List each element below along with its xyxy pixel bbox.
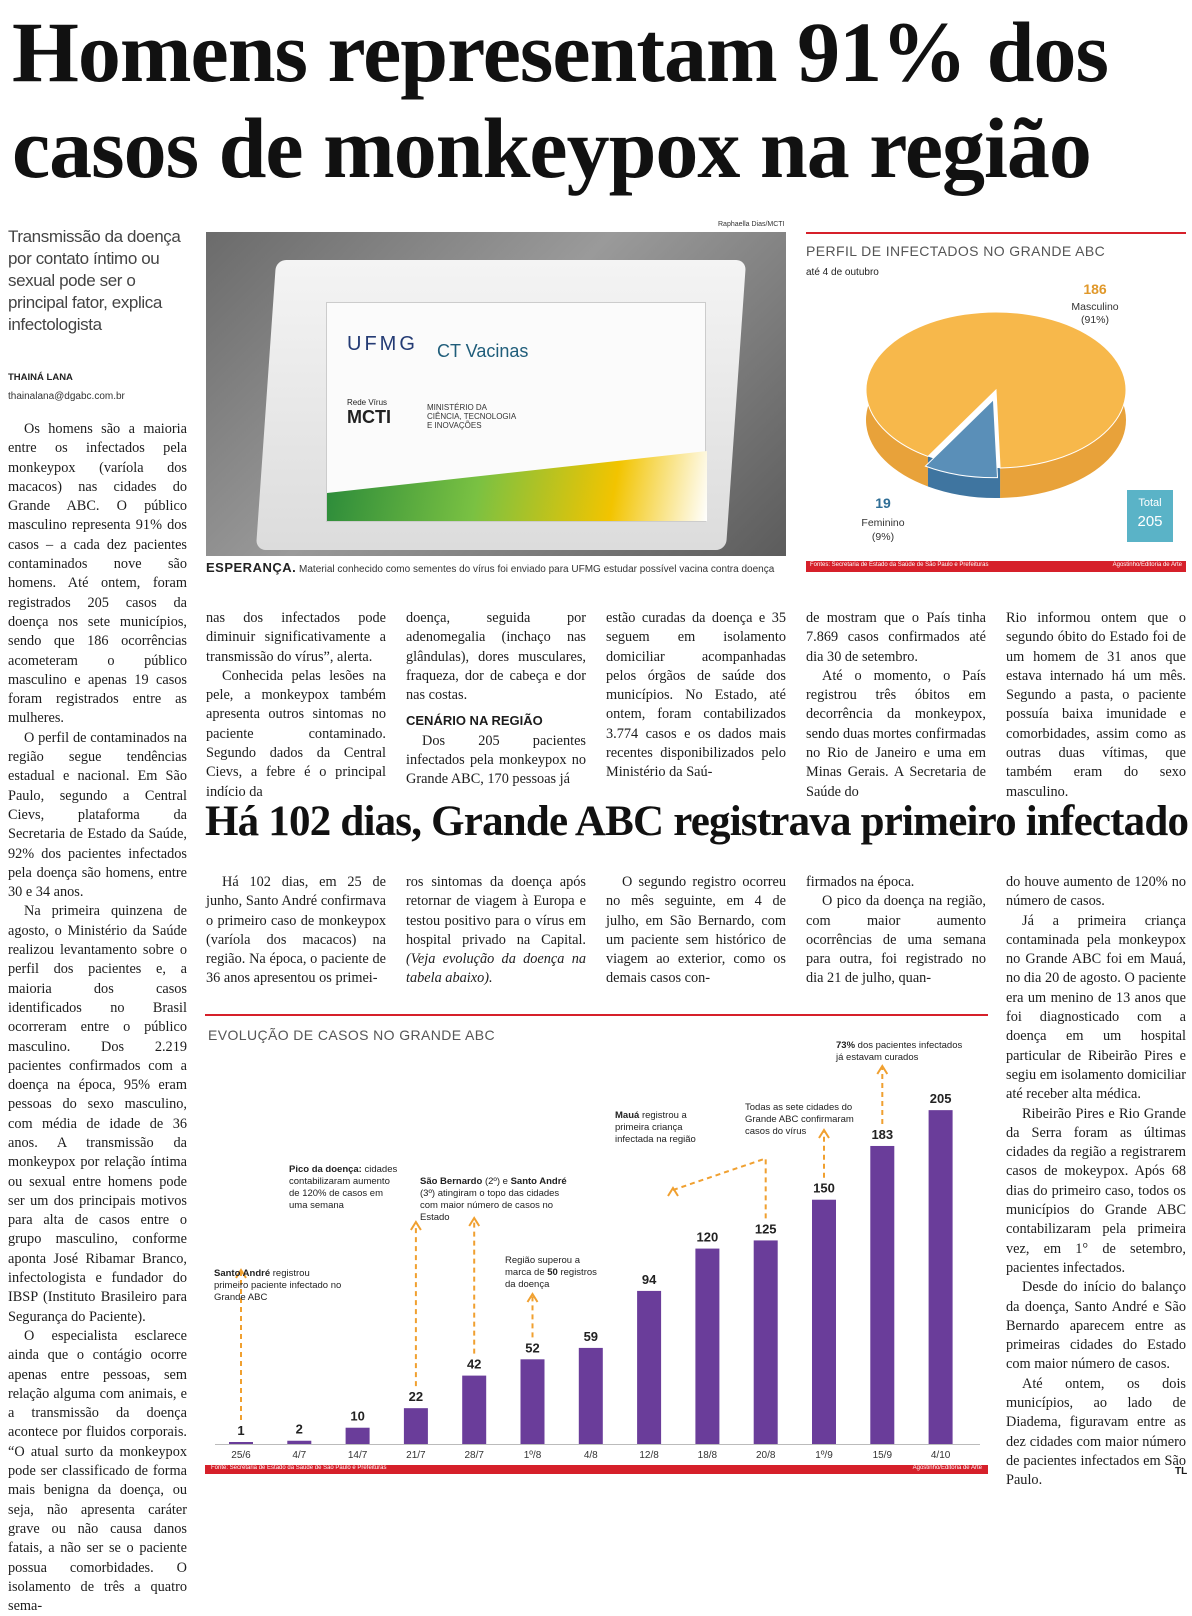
pie-source: Fontes: Secretaria de Estado da Saúde de São Paulo e Prefeituras: [810, 562, 989, 568]
ct-vacinas-logo: CT Vacinas: [437, 341, 529, 361]
annotation-bold: 73%: [836, 1040, 856, 1051]
bar: [404, 1408, 428, 1444]
annotation-sao-bernardo: [420, 1176, 570, 1224]
column-4: [606, 609, 786, 779]
arrow-head: [877, 1066, 887, 1074]
annotation-bold: Pico da doença:: [289, 1164, 362, 1175]
annotation-maua: [615, 1110, 715, 1146]
paragraph: Desde do início do balanço da doença, Santo André e São Bernardo aparecem entre as primeiras cidades do Estado com maior número de casos.: [1006, 1279, 1186, 1373]
bar: [812, 1200, 836, 1444]
bar-category-label: 12/8: [639, 1450, 659, 1461]
bar-source: Fonte: Secretaria de Estado da Saúde de São Paulo e Prefeituras: [211, 1465, 387, 1471]
headline-line-1: Homens representam 91% dos: [12, 4, 1108, 100]
paragraph: Rio informou ontem que o segundo óbito do Estado foi de um homem de 31 anos que estava internado há um mês. Segundo a pasta, o paciente possuía baixa imunidade e comorbidades, assim como as outras duas vítimas, que também eram do sexo masculino.: [1006, 610, 1186, 800]
bar-chart-title: EVOLUÇÃO DE CASOS NO GRANDE ABC: [208, 1027, 496, 1043]
paragraph: Conhecida pelas lesões na pele, a monkeypox também apresenta outros sintomas no paciente contaminado. Segundo dados da Central Cievs, a febre é o principal indício da: [206, 667, 386, 800]
bar: [637, 1291, 661, 1444]
headline-line-2: casos de monkeypox na região: [12, 100, 1091, 196]
column-2: [206, 609, 386, 800]
author: THAINÁ LANA: [8, 372, 73, 383]
bar-category-label: 4/7: [292, 1450, 307, 1461]
bar-category-label: 4/8: [583, 1450, 598, 1461]
pie-value-masculino: 186: [1083, 281, 1107, 297]
bar-value-label: 120: [696, 1229, 719, 1245]
paragraph: O especialista esclarece ainda que o contágio ocorre apenas entre pessoas, sem relação alguma com animais, e a transmissão da doença acontece por fluidos corporais. “O atual surto da monkeypox pode ser classificado de forma mais benigna da doença, ou seja, não apresenta caráter grave ou não causa danos fatais, a não ser se o paciente possua comorbidades. O isolamento de três a quatro sema-: [8, 1327, 187, 1615]
bar-source-bar: [205, 1465, 988, 1474]
bar-category-label: 15/9: [872, 1450, 893, 1461]
bar-category-label: 14/7: [347, 1450, 368, 1461]
bar-value-label: 42: [466, 1356, 482, 1372]
caption-head: ESPERANÇA.: [206, 560, 297, 575]
paragraph: [406, 873, 586, 989]
paragraph: Na primeira quinzena de agosto, o Ministério da Saúde realizou levantamento sobre o perfil dos pacientes e, a maioria dos casos identificados no Brasil ocorreram entre o público masculino. Dos 2.219 pacientes confirmados com a doença na época, 95% eram pessoas do sexo masculino, com média de idade de 36 anos. A transmissão da monkeypox por relação íntima ou sexual entre homens pode ser um dos principais motivos para alta de casos entre o grupo masculino, conforme aponta José Ribamar Branco, infectologista e fundador do IBSP (Instituto Brasileiro para Segurança do Paciente).: [8, 903, 187, 1325]
bar-value-label: 10: [350, 1408, 365, 1424]
annotation-pico: [289, 1164, 401, 1212]
pie-top-rule: [806, 232, 1186, 234]
annotation-text: (2º) e: [484, 1176, 508, 1187]
annotation-text: registrou a primeira criança infectada na região: [615, 1110, 696, 1145]
bar: [870, 1146, 894, 1444]
headline: [12, 4, 1182, 196]
annotation-santo-andre: [214, 1268, 344, 1304]
bar-category-label: 20/8: [755, 1450, 776, 1461]
bar-value-label: 150: [813, 1180, 835, 1196]
bar-value-label: 205: [929, 1091, 952, 1107]
annotation-bold: Santo André: [214, 1268, 271, 1279]
annotation-text: cidades contabilizaram aumento de 120% de casos em uma semana: [289, 1164, 398, 1211]
author-email[interactable]: thainalana@dgabc.com.br: [8, 391, 125, 402]
annotation-text: registros da doença: [505, 1267, 597, 1290]
column-5: [806, 609, 986, 800]
paragraph: doença, seguida por adenomegalia (inchaço nas glândulas), dores musculares, fraqueza, dor de cabeça e dor nas costas.: [406, 610, 586, 704]
paragraph: Já a primeira criança contaminada pela monkeypox no Grande ABC foi em Mauá, no dia 20 de agosto. O paciente era um menino de 13 anos que foi diagnosticado com a doença em um hospital particular de Ribeirão Pires e segiu em isolamento domiciliar até receber alta médica.: [1006, 912, 1186, 1103]
pie-credit: Agostinho/Editoria de Arte: [1112, 562, 1182, 568]
paragraph: estão curadas da doença e 35 seguem em isolamento domiciliar acompanhadas pelos órgãos de saúde dos municípios. No Estado, até ontem, foram contabilizados 3.774 casos e os dados mais recentes disponibilizados pelo Ministério da Saú-: [606, 610, 786, 781]
color-stripe: [327, 451, 707, 521]
bar-value-label: 1: [237, 1423, 245, 1438]
annotation-text: registrou primeiro paciente infectado no Grande ABC: [214, 1268, 342, 1303]
deck: Transmissão da doença por contato íntimo ou sexual pode ser o principal fator, explica infectologista: [8, 227, 181, 334]
rede-virus-label: Rede Vírus: [347, 398, 388, 407]
annotation-bold: 50: [547, 1267, 558, 1278]
pie-chart: [806, 280, 1186, 560]
annotation-bold: Mauá: [615, 1110, 640, 1121]
paragraph: Até o momento, o País registrou três óbitos em decorrência da monkeypox, sendo duas mortes confirmadas no Rio de Janeiro e uma em Minas Gerais. A Secretaria de Saúde do: [806, 667, 986, 800]
paragraph: O pico da doença na região, com maior aumento ocorrências de uma semana para outra, foi registrado no dia 21 de julho, quan-: [806, 893, 986, 987]
bar: [695, 1249, 719, 1444]
annotation-text: dos pacientes infectados já estavam curados: [836, 1040, 963, 1063]
bar-value-label: 2: [295, 1421, 303, 1437]
pie-source-bar: [806, 561, 1186, 572]
annotation-bold: Santo André: [510, 1176, 567, 1187]
column-6: [1006, 609, 1186, 800]
story2-column-c: [606, 873, 786, 1003]
page-tag: TL: [1175, 1466, 1188, 1477]
bar-credit: Agostinho/Editoria de Arte: [912, 1465, 982, 1471]
bar-chart: [205, 1040, 988, 1465]
paragraph: do houve aumento de 120% no número de casos.: [1006, 874, 1186, 910]
paragraph: O perfil de contaminados na região segue tendências estadual e nacional. Em São Paulo, segundo a Central Cievs, plataforma da Secretaria de Estado da Saúde, 92% dos pacientes infectados pela doença são homens, entre 30 e 34 anos.: [8, 729, 187, 901]
bar: [287, 1441, 311, 1444]
story2-b-text: ros sintomas da doença após retornar de viagem à Europa e testou positivo para o vírus em hospital privado na Capital.: [406, 874, 586, 948]
total-label: Total: [1138, 497, 1162, 509]
box-label: [326, 302, 706, 522]
pie-pct-masculino: (91%): [1080, 314, 1110, 326]
pie-value-feminino: 19: [875, 495, 891, 511]
pie-label-feminino: Feminino: [861, 517, 905, 529]
annotation-bold: São Bernardo: [420, 1176, 483, 1187]
column-3: [406, 609, 586, 788]
column-1: [8, 420, 187, 1615]
bar: [754, 1240, 778, 1444]
pie-chart-title: PERFIL DE INFECTADOS NO GRANDE ABC: [806, 243, 1106, 259]
bar-category-label: 1º/9: [815, 1450, 833, 1461]
paragraph: Há 102 dias, em 25 de junho, Santo André confirmava o primeiro caso de monkeypox (varíola dos macacos) na região. Na época, o paciente de 36 anos apresentou os primei-: [206, 874, 386, 987]
story2-b-italic: (Veja evolução da doença na tabela abaixo).: [406, 951, 586, 987]
bar-category-label: 1º/8: [523, 1450, 542, 1461]
bar-category-label: 4/10: [930, 1450, 951, 1461]
ufmg-logo: UFMG: [347, 333, 418, 355]
story2-column-b: [406, 873, 586, 1003]
bar: [462, 1376, 486, 1444]
bar: [346, 1428, 370, 1444]
annotation-text: Todas as sete cidades do Grande ABC confirmaram casos do vírus: [745, 1102, 854, 1137]
annotation-text: (3º) atingiram o topo das cidades com maior número de casos no Estado: [420, 1188, 560, 1223]
paragraph: de mostram que o País tinha 7.869 casos confirmados até dia 30 de setembro.: [806, 610, 986, 665]
photo-credit: Raphaella Dias/MCTI: [718, 221, 785, 228]
annotation-73-curados: [836, 1040, 966, 1064]
mcti-label: MCTI: [347, 407, 391, 427]
paragraph: Dos 205 pacientes infectados pela monkeypox no Grande ABC, 170 pessoas já: [406, 732, 586, 788]
story2-column-a: [206, 873, 386, 1003]
caption-text: Material conhecido como sementes do vírus foi enviado para UFMG estudar possível vacina contra doença: [299, 564, 775, 575]
bar: [579, 1348, 603, 1444]
bar-category-label: 21/7: [406, 1450, 426, 1461]
pie-label-masculino: Masculino: [1071, 301, 1119, 313]
bar-value-label: 125: [754, 1221, 777, 1237]
headline-2: Há 102 dias, Grande ABC registrava primeiro infectado: [205, 798, 1189, 845]
bar-category-label: 25/6: [231, 1450, 251, 1461]
bar-value-label: 52: [525, 1340, 540, 1356]
paragraph: Até ontem, os dois municípios, ao lado de Diadema, figuravam entre as dez cidades com maior número de pacientes infectados em São Paulo.: [1006, 1375, 1186, 1489]
annotation-50-registros: [505, 1255, 597, 1291]
bar-top-rule: [205, 1014, 988, 1016]
photo: [206, 232, 786, 556]
bar-category-label: 18/8: [697, 1450, 718, 1461]
annotation-sete-cidades: [745, 1102, 855, 1138]
photo-caption: [206, 560, 791, 575]
paragraph: nas dos infectados pode diminuir significativamente a transmissão do vírus”, alerta.: [206, 610, 386, 665]
paragraph: Os homens são a maioria entre os infectados pela monkeypox (varíola dos macacos) nas cidades do Grande ABC. O público masculino representa 91% dos casos – a cada dez pacientes contaminados nove são homens. Até ontem, foram registrados 205 casos da doença nos sete municípios, sendo que 186 ocorrências acometeram o público masculino e apenas 19 casos foram registrados entre as mulheres.: [8, 421, 187, 727]
bar-category-label: 28/7: [464, 1450, 484, 1461]
paragraph: Ribeirão Pires e Rio Grande da Serra foram as últimas cidades da região a registrarem casos de mokeypox. Após 68 dias do primeiro caso, todos os municípios do Grande ABC contabilizaram pela primeira vez, em 1° de setembro, pacientes infectados.: [1006, 1105, 1186, 1276]
mcti-logo: [347, 398, 391, 428]
bar: [229, 1442, 253, 1444]
annotation-text: Região superou a marca de: [505, 1255, 580, 1278]
total-value: 205: [1137, 513, 1163, 530]
pie-pct-feminino: (9%): [871, 531, 895, 543]
ministerio-label: MINISTÉRIO DA CIÊNCIA, TECNOLOGIA E INOVAÇÕES: [427, 403, 516, 430]
bar-value-label: 22: [408, 1389, 424, 1405]
paragraph: O segundo registro ocorreu no mês seguinte, em 4 de julho, em São Bernardo, com um paciente sem histórico de viagem ao exterior, como os demais casos con-: [606, 874, 786, 987]
story2-column-d: [806, 873, 986, 1003]
pie-chart-subtitle: até 4 de outubro: [806, 267, 879, 278]
bar-value-label: 183: [871, 1126, 894, 1142]
subhead: CENÁRIO NA REGIÃO: [406, 713, 543, 729]
bar-value-label: 94: [641, 1271, 657, 1287]
bar-value-label: 59: [583, 1328, 599, 1344]
annotation-arrow: [673, 1158, 766, 1218]
bar: [929, 1110, 953, 1444]
story2-column-e: [1006, 873, 1186, 1489]
bar: [521, 1359, 545, 1444]
paragraph: firmados na época.: [806, 874, 915, 890]
